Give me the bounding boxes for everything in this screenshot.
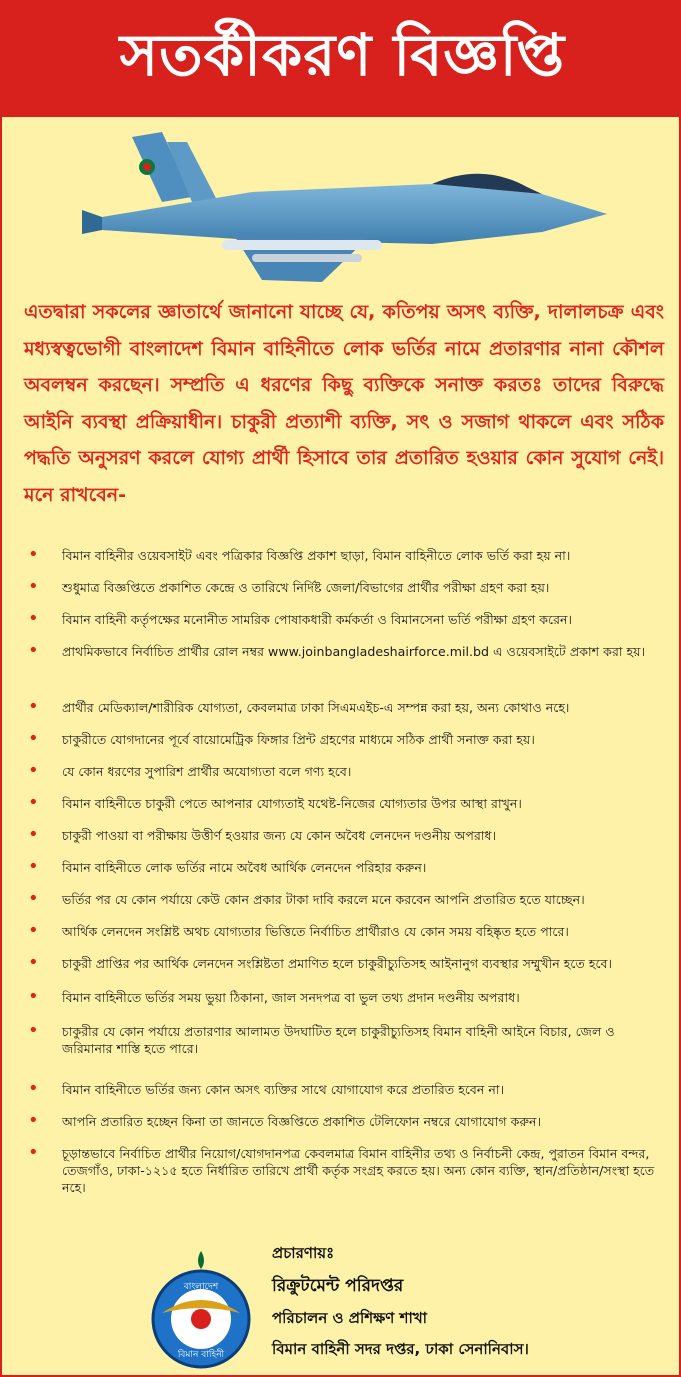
air-force-emblem-icon [142,1247,260,1373]
bullet-icon: • [28,544,39,565]
list-item [24,696,664,731]
bullet-icon: • [28,1142,39,1163]
list-item [24,728,664,763]
list-item-text: চাকুরীতে যোগদানের পূর্বে বায়োমেট্রিক ফিঙ্গার প্রিন্ট গ্রহণের মাধ্যমে সঠিক প্রার্থী সনাক্ত করা হয়। [62,732,535,747]
list-item-text: বিমান বাহিনীতে ভর্তির সময় ভুয়া ঠিকানা, জাল সনদপত্র বা ভুল তথ্য প্রদান দণ্ডনীয় অপরাধ। [62,990,520,1005]
emblem-bottom-text: বিমান বাহিনী [177,1350,225,1360]
list-item [24,856,664,891]
list-item [24,640,664,699]
list-item-text: প্রার্থীর মেডিক্যাল/শারীরিক যোগ্যতা, কেবলমাত্র ঢাকা সিএমএইচ-এ সম্পন্ন করা হয়, অন্য কোথাও নহে। [62,700,570,715]
list-item-text: আপনি প্রতারিত হচ্ছেন কিনা তা জানতে বিজ্ঞপ্তিতে প্রকাশিত টেলিফোন নম্বরে যোগাযোগ করুন। [62,1114,542,1129]
publisher-address: বিমান বাহিনী সদর দপ্তর, ঢাকা সেনানিবাস। [272,1340,529,1358]
list-item-text: চাকুরী প্রাপ্তির পর আর্থিক লেনদেন সংশ্লিষ্টতা প্রমাণিত হলে চাকুরীচ্যুতিসহ আইনানুগ ব্যবস্থার সম্মুখীন হতে হবে। [62,956,613,971]
list-item [24,792,664,827]
list-item-text: শুধুমাত্র বিজ্ঞপ্তিতে প্রকাশিত কেন্দ্রে ও তারিখে নির্দিষ্ট জেলা/বিভাগের প্রার্থীর পরীক্ষা গ্রহণ করা হয়। [62,580,550,595]
bullet-icon: • [28,696,39,717]
list-item-text: বিমান বাহিনীতে চাকুরী পেতে আপনার যোগ্যতাই যথেষ্ট-নিজের যোগ্যতার উপর আস্থা রাখুন। [62,796,522,811]
bullet-icon: • [28,888,39,909]
list-item [24,888,664,923]
list-item [24,544,664,579]
list-item-text: যে কোন ধরণের সুপারিশ প্রার্থীর অযোগ্যতা বলে গণ্য হবে। [62,764,352,779]
list-item [24,576,664,611]
publisher-dept: পরিচালন ও প্রশিক্ষণ শাখা [272,1309,428,1327]
bullet-icon: • [28,576,39,597]
bullet-icon: • [28,824,39,845]
list-item [24,986,664,1023]
bullet-icon: • [28,760,39,781]
list-item [24,1142,664,1205]
bullet-icon: • [28,608,39,629]
list-item-text: চাকুরীর যে কোন পর্যায়ে প্রতারণার আলামত উদঘাটিত হলে চাকুরীচ্যুতিসহ বিমান বাহিনী আইনে বিচার, জেল ও জরিমানার শাস্তি হতে পারে। [62,1024,615,1056]
emblem-top-text: বাংলাদেশ [183,1282,219,1292]
list-item [24,1110,664,1145]
list-item-text: বিমান বাহিনী কর্তৃপক্ষের মনোনীত সামরিক পোষাকধারী কর্মকর্তা ও বিমানসেনা ভর্তি পরীক্ষা গ্রহণ করেন। [62,612,573,627]
list-item-text: বিমান বাহিনীতে লোক ভর্তির নামে অবৈধ আর্থিক লেনদেন পরিহার করুন। [62,860,427,875]
list-item [24,1078,664,1113]
fighter-jet-image [72,122,612,292]
bullet-icon: • [28,920,39,941]
bullet-icon: • [28,1020,39,1041]
page-title: সতর্কীকরণ বিজ্ঞপ্তি [119,21,566,89]
list-item-text: চাকুরী পাওয়া বা পরীক্ষায় উত্তীর্ণ হওয়ার জন্য যে কোন অবৈধ লেনদেন দণ্ডনীয় অপরাধ। [62,828,497,843]
list-item [24,824,664,859]
publisher-label: প্রচারণায়ঃ [272,1244,335,1262]
list-item [24,1020,664,1081]
publisher-org: রিক্রুটমেন্ট পরিদপ্তর [272,1276,404,1296]
intro-paragraph: এতদ্বারা সকলের জ্ঞাতার্থে জানানো যাচ্ছে যে, কতিপয় অসৎ ব্যক্তি, দালালচক্র এবং মধ্যস্বত্বভোগী বাংলাদেশ বিমান বাহিনীতে লোক ভর্তির নামে প্রতারণার নানা কৌশল অবলম্বন করছেন। সম্প্রতি এ ধরণের কিছু ব্যক্তিকে সনাক্ত করতঃ তাদের বিরুদ্ধে আইনি ব্যবস্থা প্রক্রিয়াধীন। চাকুরী প্রত্যাশী ব্যক্তি, সৎ ও সজাগ থাকলে এবং সঠিক পদ্ধতি অনুসরণ করলে যোগ্য প্রার্থী হিসাবে তার প্রতারিত হওয়ার কোন সুযোগ নেই। মনে রাখবেন- [24,301,664,506]
list-item-text: ভর্তির পর যে কোন পর্যায়ে কেউ কোন প্রকার টাকা দাবি করলে মনে করবেন আপনি প্রতারিত হতে যাচ্ছেন। [62,892,585,907]
rules-list [24,544,664,1205]
bullet-icon: • [28,640,39,661]
bullet-icon: • [28,728,39,749]
bullet-icon: • [28,1110,39,1131]
bullet-icon: • [28,856,39,877]
list-item [24,920,664,955]
list-item-text: চূড়ান্তভাবে নির্বাচিত প্রার্থীর নিয়োগ/যোগদানপত্র কেবলমাত্র বিমান বাহিনীর তথ্য ও নির্বাচনী কেন্দ্র, পুরাতন বিমান বন্দর, তেজগাঁও, ঢাকা-১২১৫ হতে নির্ধারিত তারিখে প্রার্থী কর্তৃক সংগ্রহ করতে হয়। অন্য কোন ব্যক্তি, স্থান/প্রতিষ্ঠান/সংস্থা হতে নহে। [62,1146,655,1195]
list-item-text: বিমান বাহিনীর ওয়েবসাইট এবং পত্রিকার বিজ্ঞপ্তি প্রকাশ ছাড়া, বিমান বাহিনীতে লোক ভর্তি করা হয় না। [62,548,571,563]
list-item-text: আর্থিক লেনদেন সংশ্লিষ্ট অথচ যোগ্যতার ভিত্তিতে নির্বাচিত প্রার্থীরাও যে কোন সময় বহিষ্কৃত হতে পারে। [62,924,569,939]
list-item [24,608,664,643]
publisher-block [272,1242,672,1369]
bullet-icon: • [28,792,39,813]
list-item [24,760,664,795]
bullet-icon: • [28,986,39,1007]
list-item-text: প্রাথমিকভাবে নির্বাচিত প্রার্থীর রোল নম্বর www.joinbangladeshairforce.mil.bd এ ওয়েবসাইটে প্রকাশ করা হয়। [62,644,646,659]
bullet-icon: • [28,952,39,973]
bullet-icon: • [28,1078,39,1099]
list-item-text: বিমান বাহিনীতে ভর্তির জন্য কোন অসৎ ব্যক্তির সাথে যোগাযোগ করে প্রতারিত হবেন না। [62,1082,505,1097]
list-item [24,952,664,989]
title-banner [2,2,681,117]
